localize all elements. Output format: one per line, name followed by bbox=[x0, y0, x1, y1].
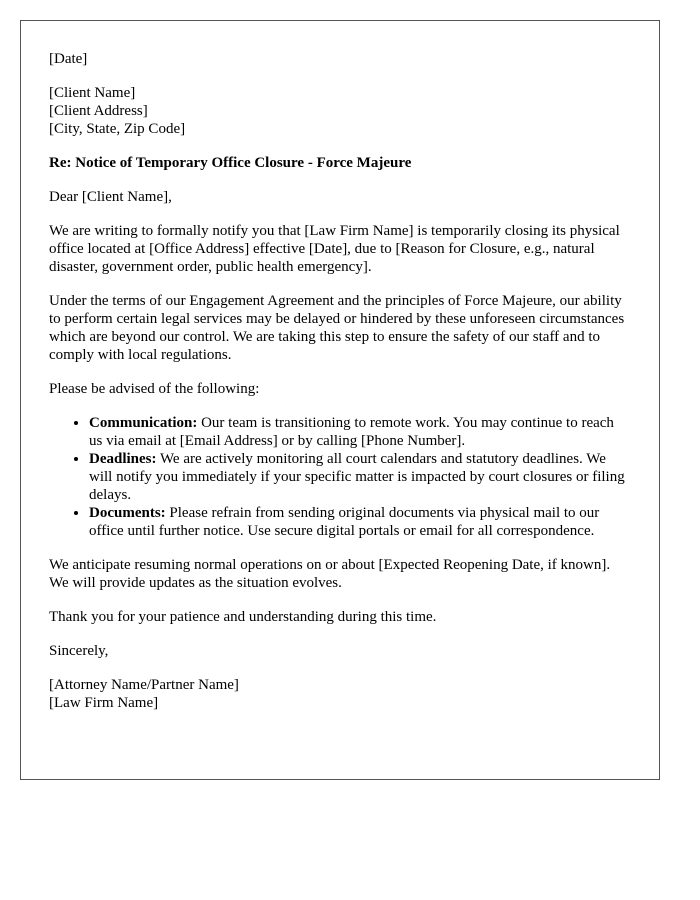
body-paragraph-1: We are writing to formally notify you that [Law Firm Name] is temporarily closing its physical office located at [Office Address] effective [Date], due to [Reason for Closure, e.g., natural disaster, government order, public health emergency]. bbox=[49, 223, 620, 275]
salutation: Dear [Client Name], bbox=[49, 189, 172, 205]
recipient-address: [Client Address] bbox=[49, 103, 148, 119]
signature-firm: [Law Firm Name] bbox=[49, 695, 159, 711]
recipient-name: [Client Name] bbox=[49, 85, 136, 101]
list-item-label: Communication: bbox=[89, 415, 198, 431]
list-intro: Please be advised of the following: bbox=[49, 381, 260, 397]
subject-line: Re: Notice of Temporary Office Closure - Force Majeure bbox=[49, 155, 412, 171]
list-item-deadlines bbox=[89, 450, 631, 504]
list-item-text: Our team is transitioning to remote work. You may continue to reach us via email at [Email Address] or by calling [Phone Number]. bbox=[89, 415, 614, 449]
letter-date: [Date] bbox=[49, 51, 88, 67]
body-paragraph-3: We anticipate resuming normal operations on or about [Expected Reopening Date, if known]. We will provide updates as the situation evolves. bbox=[49, 557, 611, 591]
list-item-label: Documents: bbox=[89, 505, 166, 521]
list-item-label: Deadlines: bbox=[89, 451, 157, 467]
list-item-text: Please refrain from sending original documents via physical mail to our office until further notice. Use secure digital portals or email for all correspondence. bbox=[89, 505, 600, 539]
signature-name: [Attorney Name/Partner Name] bbox=[49, 677, 239, 693]
list-item-text: We are actively monitoring all court calendars and statutory deadlines. We will notify you immediately if your specific matter is impacted by court closures or filing delays. bbox=[89, 451, 625, 503]
body-paragraph-2: Under the terms of our Engagement Agreement and the principles of Force Majeure, our ability to perform certain legal services may be delayed or hindered by these unforeseen circumstances which are beyond our control. We are taking this step to ensure the safety of our staff and to comply with local regulations. bbox=[49, 293, 625, 363]
recipient-block bbox=[49, 84, 631, 138]
letter-page bbox=[20, 20, 660, 780]
list-item-communication bbox=[89, 414, 631, 450]
signature-block bbox=[49, 676, 631, 712]
closing: Sincerely, bbox=[49, 643, 109, 659]
advisory-list bbox=[49, 414, 631, 540]
recipient-city-state-zip: [City, State, Zip Code] bbox=[49, 121, 186, 137]
body-paragraph-4: Thank you for your patience and understanding during this time. bbox=[49, 609, 437, 625]
list-item-documents bbox=[89, 504, 631, 540]
